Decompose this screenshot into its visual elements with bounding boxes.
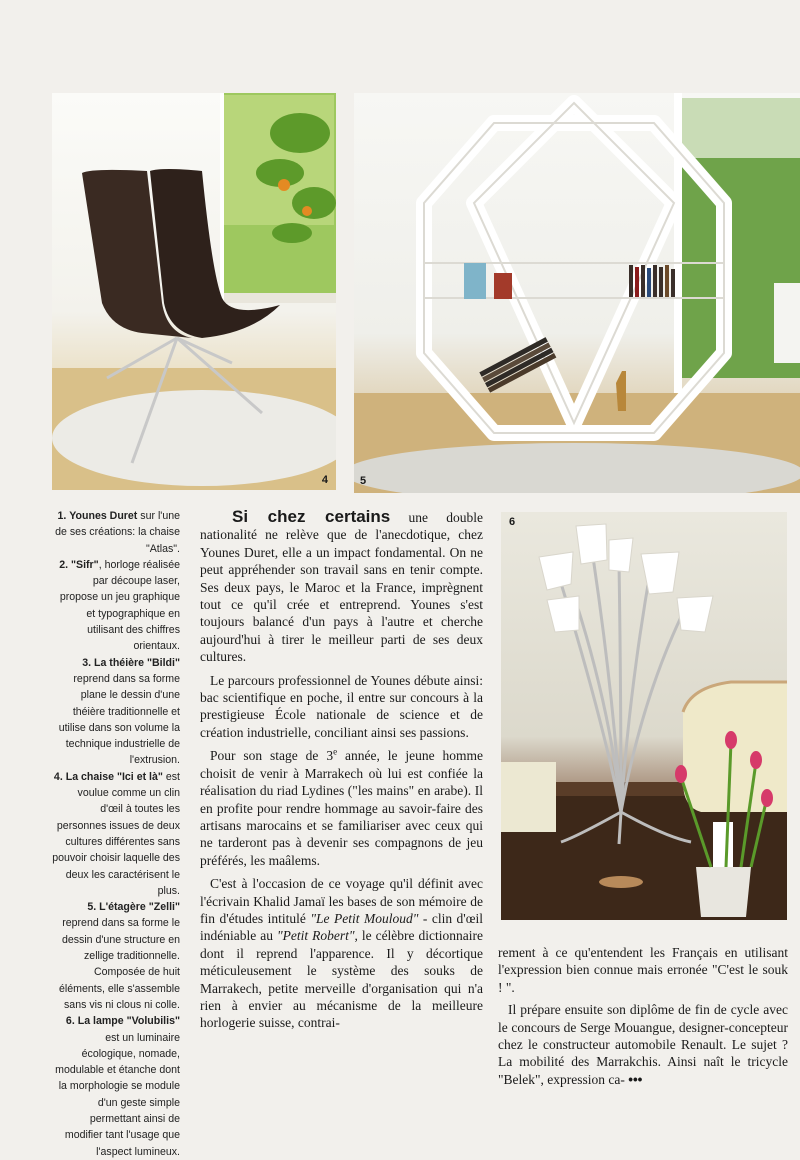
zelli-shelf-illustration — [354, 93, 800, 493]
article-column-2 — [498, 944, 788, 1093]
photo-zelli-shelf — [354, 93, 800, 493]
photo-atlas-chair — [52, 93, 336, 490]
article-paragraph: rement à ce qu'entendent les Français en utilisant l'expression bien connue mais erronée "C'est le souk ! ". — [498, 945, 788, 995]
article-paragraph: Pour son stage de 3e année, le jeune homme choisit de venir à Marrakech où lui est confiée la réalisation du riad Lydines ("les mains" en arabe). Il en profite pour rendre hommage au savoir-faire des artisans marocains et se familiariser avec ceux qui ne tarderont pas à devenir ses compagnons de jeu préférés, les maâlems. — [200, 746, 483, 868]
atlas-chair-illustration — [52, 93, 336, 490]
photo-number: 6 — [509, 516, 516, 528]
photo-number: 5 — [360, 475, 367, 487]
caption-item: 4. La chaise "Ici et là" est voulue comme un clin d'œil à toutes les personnes issues de deux cultures différentes sans pouvoir choisir laquelle des deux les caractérisent le plus. — [52, 770, 180, 897]
article-paragraph: Si chez certains une double nationalité ne relève que de l'anecdotique, chez Younes Duret, elle a un impact fondamental. On ne peut appréhender son travail sans en tenir compte. Ses deux pays, le Maroc et la France, imprègnent tout ce qu'il crée et entreprend. Younes s'est toujours balancé d'un pays à l'autre et cherche aujourd'hui à tirer le meilleur parti de ses deux cultures. — [200, 507, 483, 665]
continued-marker: ••• — [628, 1071, 643, 1087]
photo-volubilis-lamp — [501, 512, 787, 920]
article-column-1 — [200, 508, 483, 1038]
lead-in: Si chez certains — [232, 507, 391, 526]
volubilis-lamp-illustration — [501, 512, 787, 920]
caption-item: 3. La théière "Bildi" reprend dans sa forme plane le dessin d'une théière traditionnelle et utilise dans son volume la technique industrielle de l'extrusion. — [58, 656, 180, 767]
article-paragraph: Il prépare ensuite son diplôme de fin de cycle avec le concours de Serge Mouangue, designer-concepteur chez le constructeur automobile Renault. Le sujet ? La mobilité des Marrakchis. Ainsi naît le tricycle "Belek", expression ca- ••• — [498, 1002, 788, 1087]
article-paragraph: Le parcours professionnel de Younes débute ainsi: bac scientifique en poche, il entre sur concours à la prestigieuse École nationale de science et de création industrielle, conciliant ainsi ses passions. — [200, 672, 483, 740]
caption-item: 2. "Sifr", horloge réalisée par découpe laser, propose un jeu graphique et typographique en utilisant des chiffres orientaux. — [59, 558, 180, 653]
caption-item: 5. L'étagère "Zelli" reprend dans sa forme le dessin d'une structure en zellige traditionnelle. Composée de huit éléments, elle s'assemble sans vis ni clous ni colle. — [59, 901, 180, 1011]
article-paragraph: C'est à l'occasion de ce voyage qu'il définit avec l'écrivain Khalid Jamaï les bases de son mémoire de fin d'études intitulé "Le Petit Mouloud" - clin d'œil indéniable au "Petit Robert", le célèbre dictionnaire dont il reprend l'apparence. Il y décortique méticuleusement le système des souks de Marrakech, petite merveille d'organisation qui n'a rien à envier au mécanisme de la meilleure horlogerie suisse, contrai- — [200, 876, 483, 1031]
caption-column — [52, 508, 180, 1160]
photo-number: 4 — [321, 474, 328, 486]
caption-item: 1. Younes Duret sur l'une de ses créations: la chaise "Atlas". — [55, 510, 180, 555]
caption-item: 6. La lampe "Volubilis" est un luminaire écologique, nomade, modulable et étanche dont la morphologie se module d'un geste simple permettant ainsi de modifier tant l'usage que l'aspect lumineux. — [55, 1015, 180, 1158]
